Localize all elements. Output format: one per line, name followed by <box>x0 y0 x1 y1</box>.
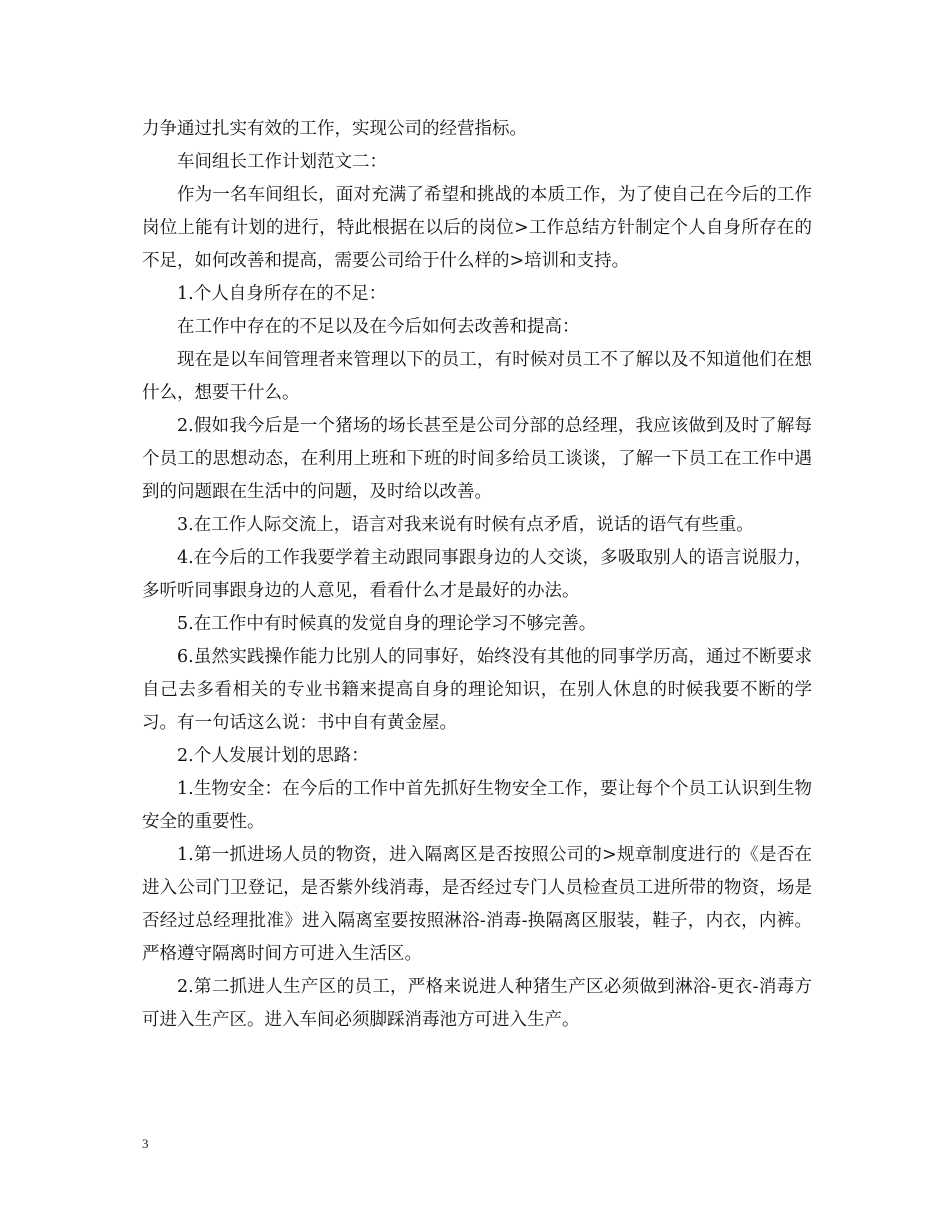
paragraph-3: 1.个人自身所存在的不足： <box>177 284 387 304</box>
paragraph-2: 作为一名车间组长，面对充满了希望和挑战的本质工作，为了使自己在今后的工作岗位上能有计划的进行，特此根据在以后的岗位>工作总结方针制定个人自身所存在的不足，如何改善和提高，需要公司给于什么样的>培训和支持。 <box>142 185 812 271</box>
document-body <box>142 113 812 1037</box>
paragraph-1: 车间组长工作计划范文二： <box>177 152 387 172</box>
paragraph-5: 现在是以车间管理者来管理以下的员工，有时候对员工不了解以及不知道他们在想什么，想要干什么。 <box>142 350 812 403</box>
paragraph-9: 5.在工作中有时候真的发觉自身的理论学习不够完善。 <box>177 614 597 634</box>
paragraph-6: 2.假如我今后是一个猪场的场长甚至是公司分部的总经理，我应该做到及时了解每个员工的思想动态，在利用上班和下班的时间多给员工谈谈，了解一下员工在工作中遇到的问题跟在生活中的问题，及时给以改善。 <box>142 416 812 502</box>
paragraph-10: 6.虽然实践操作能力比别人的同事好，始终没有其他的同事学历高，通过不断要求自己去多看相关的专业书籍来提高自身的理论知识，在别人休息的时候我要不断的学习。有一句话这么说：书中自有黄金屋。 <box>142 647 812 733</box>
paragraph-12: 1.生物安全：在今后的工作中首先抓好生物安全工作，要让每个个员工认识到生物安全的重要性。 <box>142 779 812 832</box>
paragraph-7: 3.在工作人际交流上，语言对我来说有时候有点矛盾，说话的语气有些重。 <box>177 515 754 535</box>
paragraph-0: 力争通过扎实有效的工作，实现公司的经营指标。 <box>142 119 527 139</box>
paragraph-14: 2.第二抓进人生产区的员工，严格来说进人种猪生产区必须做到淋浴-更衣-消毒方可进入生产区。进入车间必须脚踩消毒池方可进入生产。 <box>142 977 812 1030</box>
paragraph-4: 在工作中存在的不足以及在今后如何去改善和提高： <box>177 317 580 337</box>
page-number: 3 <box>142 1136 149 1151</box>
paragraph-11: 2.个人发展计划的思路： <box>177 746 369 766</box>
paragraph-8: 4.在今后的工作我要学着主动跟同事跟身边的人交谈，多吸取别人的语言说服力，多听听同事跟身边的人意见，看看什么才是最好的办法。 <box>142 548 812 601</box>
paragraph-13: 1.第一抓进场人员的物资，进入隔离区是否按照公司的>规章制度进行的《是否在进入公司门卫登记，是否紫外线消毒，是否经过专门人员检查员工进所带的物资，场是否经过总经理批准》进入隔离室要按照淋浴-消毒-换隔离区服装，鞋子，内衣，内裤。严格遵守隔离时间方可进入生活区。 <box>142 845 812 964</box>
